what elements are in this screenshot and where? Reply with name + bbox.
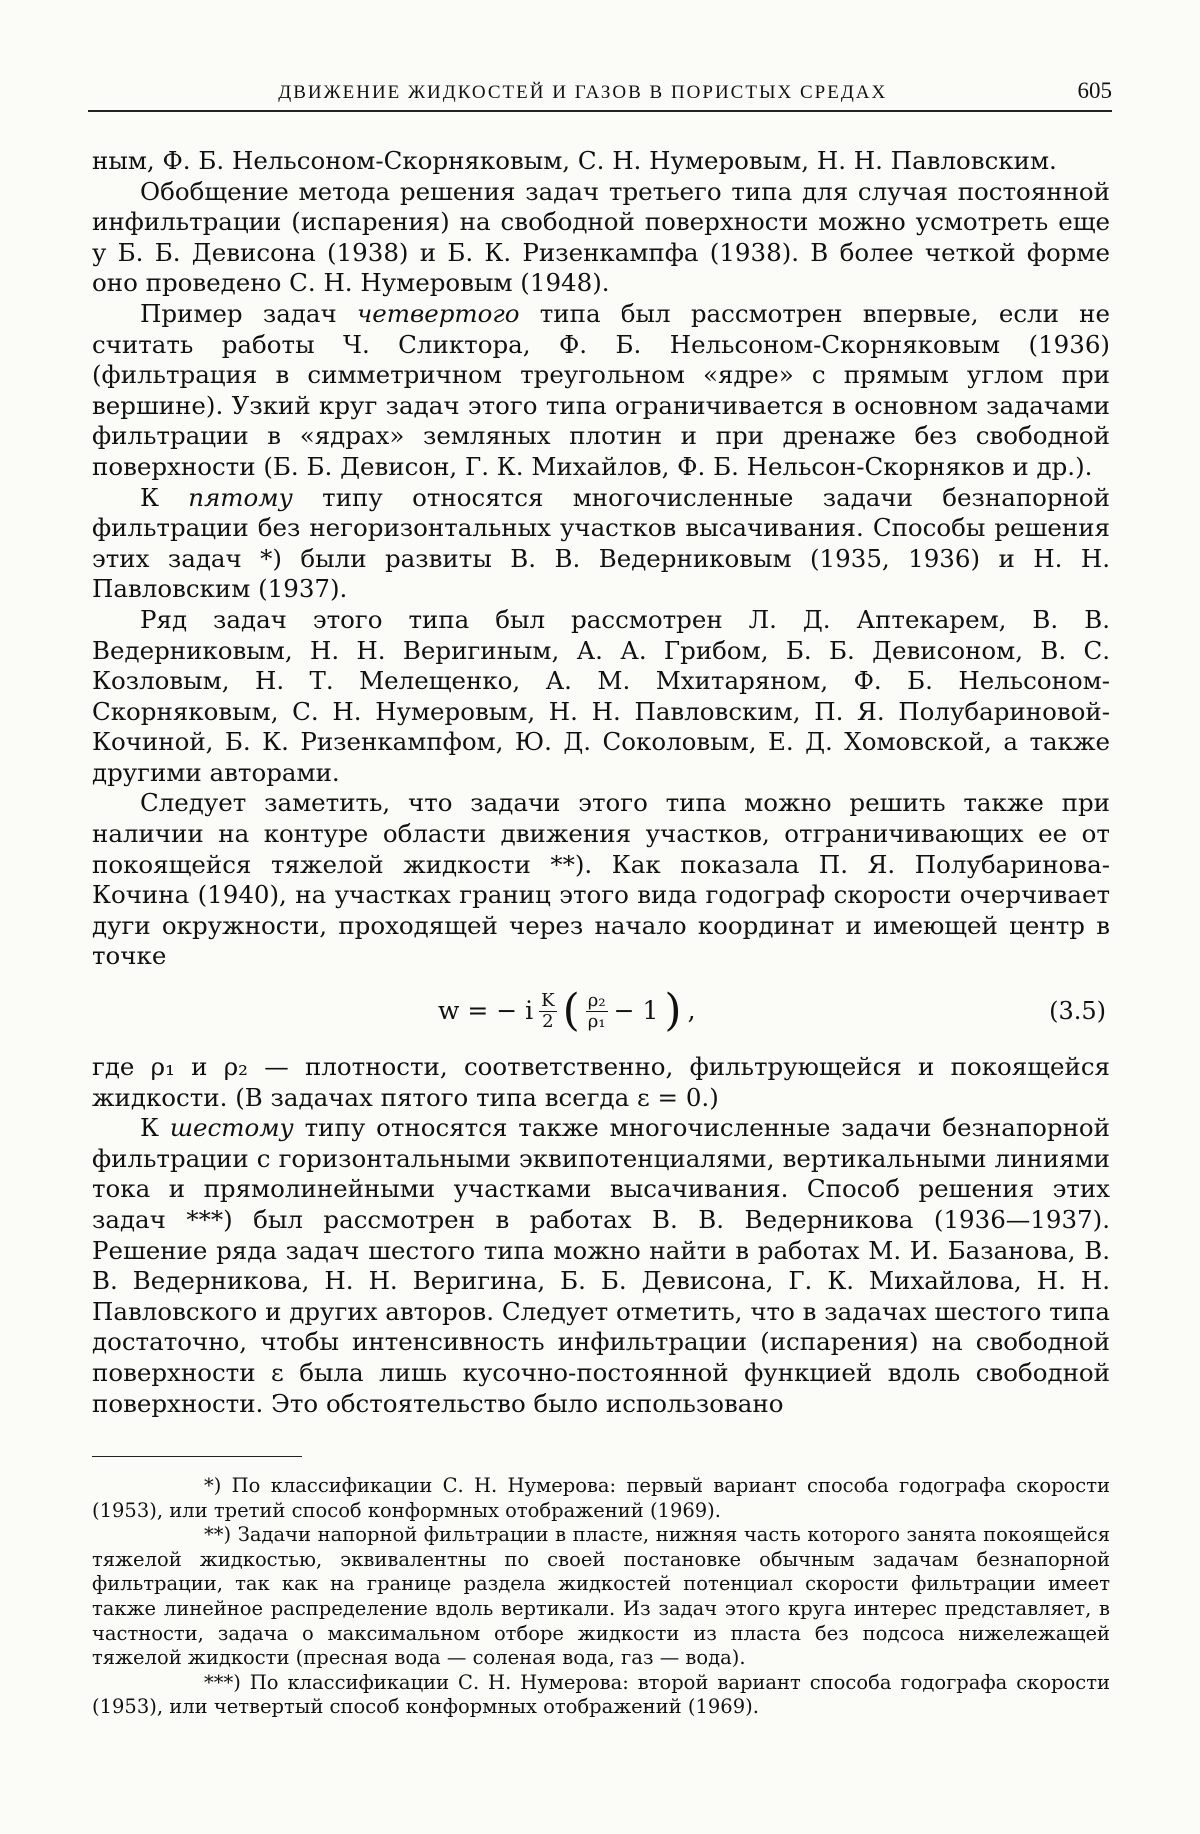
footnote-separator <box>92 1456 302 1457</box>
paragraph <box>92 1113 1110 1419</box>
running-title: ДВИЖЕНИЕ ЖИДКОСТЕЙ И ГАЗОВ В ПОРИСТЫХ СРЕДАХ <box>278 82 888 103</box>
emphasis: шестому <box>169 1113 294 1143</box>
text-run: К <box>140 1113 170 1143</box>
footnote: *) По классификации С. Н. Нумерова: первый вариант способа годографа скорости (1953), или третий способ конформных отображений (1969). <box>92 1474 1110 1522</box>
footnotes <box>92 1474 1110 1720</box>
paragraph: Ряд задач этого типа был рассмотрен Л. Д. Аптекарем, В. В. Ведерниковым, Н. Н. Веригиным, А. А. Грибом, Б. Б. Девисоном, В. С. Козловым, Н. Т. Мелещенко, А. М. Мхитаряном, Ф. Б. Нельсоном-Скорняковым, С. Н. Нумеровым, Н. Н. Павловским, П. Я. Полубариновой-Кочиной, Б. К. Ризенкампфом, Ю. Д. Соколовым, Е. Д. Хомовской, а также другими авторами. <box>92 604 1110 787</box>
text-run: типа был рассмотрен впервые, если не считать работы Ч. Сликтора, Ф. Б. Нельсоном-Скорняковым (1936) (фильтрация в симметричном треугольном «ядре» с прямым углом при вершине). Узкий круг задач этого типа ограничивается в основном задачами фильтрации в «ядрах» земляных плотин и при дренаже без свободной поверхности (Б. Б. Девисон, Г. К. Михайлов, Ф. Б. Нельсон-Скорняков и др.). <box>92 298 1110 481</box>
paragraph: Обобщение метода решения задач третьего типа для случая постоянной инфильтрации (испарения) на свободной поверхности можно усмотреть еще у Б. Б. Девисона (1938) и Б. К. Ризенкампфа (1938). В более четкой форме оно проведено С. Н. Нумеровым (1948). <box>92 176 1110 298</box>
text-run: Пример задач <box>140 298 357 328</box>
fraction-denominator: ρ₁ <box>587 1010 606 1032</box>
footnote: **) Задачи напорной фильтрации в пласте, нижняя часть которого занята покоящейся тяжелой жидкостью, эквивалентны по своей постановке обычным задачам безнапорной фильтрации, так как на границе раздела жидкостей потенциал скорости фильтрации имеет также линейное распределение вдоль вертикали. Из задач этого круга интерес представляет, в частности, задача о максимальном отборе жидкости из пласта без подсоса нижележащей тяжелой жидкости (пресная вода — соленая вода, газ — вода). <box>92 1523 1110 1670</box>
fraction-denominator: 2 <box>542 1010 554 1032</box>
fraction-numerator: ρ₂ <box>587 989 606 1011</box>
emphasis: пятому <box>188 482 293 512</box>
fraction-k-over-2 <box>539 991 556 1032</box>
footnote: ***) По классификации С. Н. Нумерова: второй вариант способа годографа скорости (1953), или четвертый способ конформных отображений (1969). <box>92 1670 1110 1719</box>
paragraph <box>92 299 1110 483</box>
paragraph: Следует заметить, что задачи этого типа можно решить также при наличии на контуре области движения участков, отграничивающих ее от покоящейся тяжелой жидкости **). Как показала П. Я. Полубаринова-Кочина (1940), на участках границ этого вида годограф скорости очерчивает дуги окружности, проходящей через начало координат и имеющей центр в точке <box>92 788 1110 971</box>
text-run: типу относятся многочисленные задачи безнапорной фильтрации без негоризонтальных участков высачивания. Способы решения этих задач *) были развиты В. В. Ведерниковым (1935, 1936) и Н. Н. Павловским (1937). <box>92 482 1110 604</box>
page-number: 605 <box>1077 78 1112 103</box>
text-run: К <box>140 482 189 512</box>
right-paren: ) <box>664 985 682 1037</box>
equation-number: (3.5) <box>1049 996 1106 1025</box>
paragraph <box>92 483 1110 605</box>
formula-comma: , <box>687 995 696 1025</box>
fraction-numerator: K <box>541 989 555 1011</box>
formula-tail: − 1 <box>613 995 659 1025</box>
paragraph: ным, Ф. Б. Нельсоном-Скорняковым, С. Н. Нумеровым, Н. Н. Павловским. <box>92 146 1057 175</box>
left-paren: ( <box>562 985 580 1037</box>
paragraph: где ρ₁ и ρ₂ — плотности, соответственно, фильтрующейся и покоящейся жидкости. (В задачах пятого типа всегда ε = 0.) <box>92 1052 1110 1112</box>
text-run: типу относятся также многочисленные задачи безнапорной фильтрации с горизонтальными эквипотенциалями, вертикальными линиями тока и прямолинейными участками высачивания. Способ решения этих задач ***) был рассмотрен в работах В. В. Ведерникова (1936—1937). Решение ряда задач шестого типа можно найти в работах М. И. Базанова, В. В. Ведерникова, Н. Н. Веригина, Б. Б. Девисона, Г. К. Михайлова, Н. Н. Павловского и других авторов. Следует отметить, что в задачах шестого типа достаточно, чтобы интенсивность инфильтрации (испарения) на свободной поверхности ε была лишь кусочно-постоянной функцией вдоль свободной поверхности. Это обстоятельство было использовано <box>92 1113 1110 1418</box>
fraction-rho <box>586 991 608 1032</box>
formula-lhs: w = − i <box>438 995 534 1025</box>
page-header <box>88 78 1112 112</box>
main-text <box>92 146 1110 1419</box>
formula <box>438 985 696 1037</box>
equation-3-5 <box>92 976 1110 1046</box>
emphasis: четвертого <box>356 298 520 328</box>
